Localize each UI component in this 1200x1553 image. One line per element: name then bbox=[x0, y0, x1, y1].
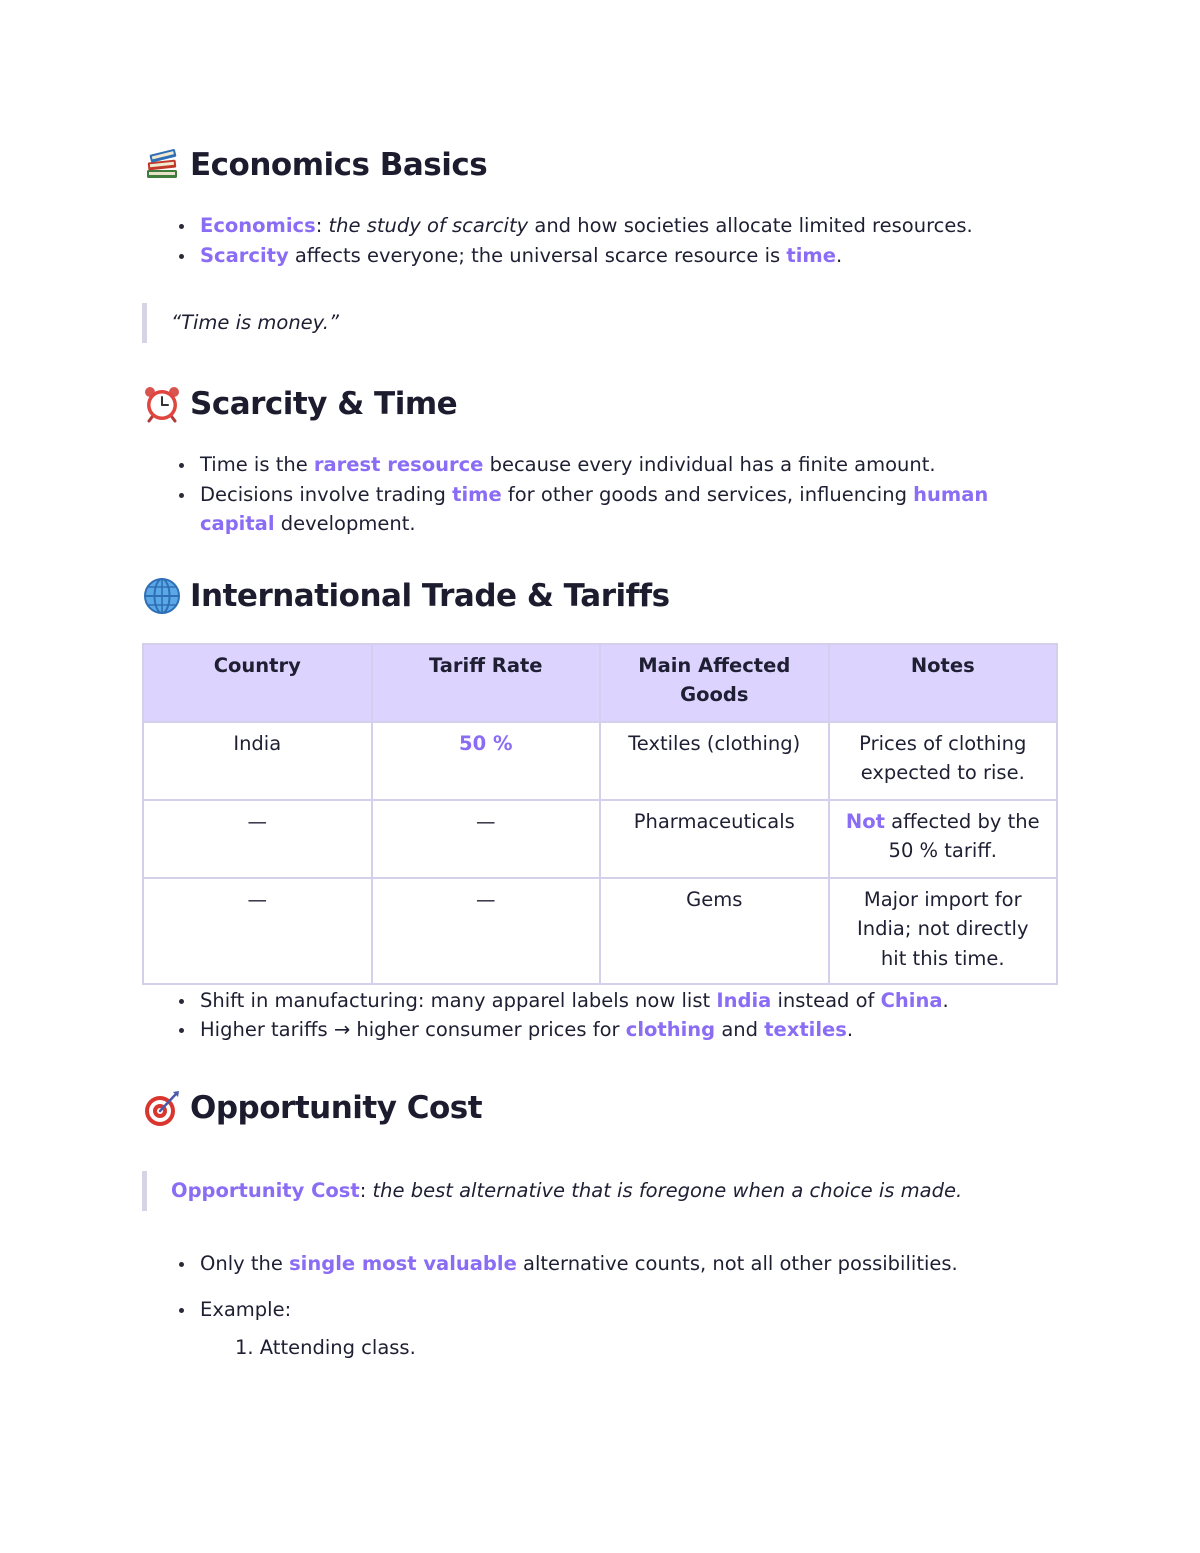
text: : bbox=[315, 214, 329, 237]
cell-rate bbox=[372, 722, 601, 800]
text: . bbox=[942, 988, 949, 1012]
text: affects everyone; the universal scarce resource is bbox=[288, 243, 787, 267]
text: Shift in manufacturing: many apparel labels now list bbox=[200, 988, 717, 1012]
term-not: Not bbox=[845, 809, 885, 833]
heading-text: International Trade & Tariffs bbox=[190, 577, 670, 614]
term-scarcity[interactable]: Scarcity bbox=[200, 243, 289, 267]
cell-notes bbox=[829, 800, 1058, 878]
cell-notes: Prices of clothing expected to rise. bbox=[829, 722, 1058, 800]
cell-rate: — bbox=[372, 800, 601, 878]
list-item bbox=[142, 211, 1058, 241]
definition: the study of scarcity bbox=[328, 214, 529, 237]
cell-rate: — bbox=[372, 878, 601, 984]
term-clothing[interactable]: clothing bbox=[625, 1018, 716, 1041]
term-time[interactable]: time bbox=[452, 482, 502, 506]
document-body bbox=[142, 140, 1058, 1362]
definition-opportunity-cost bbox=[142, 1171, 1058, 1211]
table-row bbox=[143, 800, 1057, 878]
text: . bbox=[835, 243, 843, 267]
list-item bbox=[142, 480, 1058, 539]
opportunity-list bbox=[142, 1249, 1058, 1325]
cell-country: India bbox=[143, 722, 372, 800]
table-row bbox=[143, 878, 1057, 984]
heading-scarcity-time bbox=[142, 379, 1058, 429]
term-economics[interactable]: Economics bbox=[200, 214, 316, 237]
text: development. bbox=[274, 512, 416, 535]
list-item bbox=[142, 1295, 1058, 1325]
globe-icon bbox=[142, 576, 182, 616]
column-header-country: Country bbox=[143, 644, 372, 722]
text: because every individual has a finite amount. bbox=[483, 453, 936, 476]
text: for other goods and services, influencing bbox=[501, 482, 914, 506]
scarcity-list bbox=[142, 450, 1058, 539]
trade-list bbox=[142, 986, 1058, 1045]
text: affected by the 50 % tariff. bbox=[884, 809, 1040, 862]
cell-goods: Gems bbox=[600, 878, 829, 984]
rate-value: 50 % bbox=[459, 731, 513, 755]
heading-text: Opportunity Cost bbox=[190, 1089, 483, 1126]
term-human-capital[interactable]: human capital bbox=[200, 482, 989, 535]
list-item bbox=[142, 1249, 1058, 1279]
heading-text: Scarcity & Time bbox=[190, 386, 458, 422]
term-china[interactable]: China bbox=[880, 988, 943, 1012]
text: Time is the bbox=[200, 453, 314, 476]
list-item bbox=[142, 450, 1058, 480]
definition: the best alternative that is foregone when a choice is made. bbox=[372, 1178, 963, 1202]
text: Higher tariffs → higher consumer prices for bbox=[200, 1018, 626, 1041]
list-item bbox=[142, 241, 1058, 271]
alarm-clock-icon bbox=[142, 384, 182, 424]
list-item bbox=[142, 986, 1058, 1016]
term-time[interactable]: time bbox=[786, 243, 836, 267]
column-header-goods: Main Affected Goods bbox=[600, 644, 829, 722]
term-opportunity-cost[interactable]: Opportunity Cost bbox=[171, 1178, 360, 1202]
term-single-most-valuable[interactable]: single most valuable bbox=[289, 1251, 517, 1275]
quote-text: “Time is money.” bbox=[171, 311, 340, 334]
tariff-table bbox=[142, 643, 1058, 985]
text: alternative counts, not all other possibilities. bbox=[516, 1251, 958, 1275]
heading-economics-basics bbox=[142, 140, 1058, 190]
column-header-tariff-rate: Tariff Rate bbox=[372, 644, 601, 722]
table-row bbox=[143, 722, 1057, 800]
cell-country: — bbox=[143, 800, 372, 878]
cell-country: — bbox=[143, 878, 372, 984]
text: : bbox=[359, 1178, 373, 1202]
basics-list bbox=[142, 211, 1058, 270]
column-header-notes: Notes bbox=[829, 644, 1058, 722]
term-india[interactable]: India bbox=[716, 988, 772, 1012]
text: . bbox=[846, 1018, 854, 1041]
step-item: 1. Attending class. bbox=[235, 1335, 416, 1359]
books-icon bbox=[142, 145, 182, 185]
heading-international-trade bbox=[142, 571, 1058, 621]
text: instead of bbox=[771, 988, 881, 1012]
term-rarest-resource[interactable]: rarest resource bbox=[313, 453, 484, 476]
text: and bbox=[715, 1018, 765, 1041]
text: Example: bbox=[200, 1298, 292, 1321]
heading-opportunity-cost bbox=[142, 1083, 1058, 1133]
text: Decisions involve trading bbox=[200, 482, 453, 506]
list-item bbox=[142, 1015, 1058, 1045]
cell-goods: Textiles (clothing) bbox=[600, 722, 829, 800]
quote-time-is-money bbox=[142, 303, 1058, 343]
text: and how societies allocate limited resources. bbox=[528, 214, 973, 237]
heading-text: Economics Basics bbox=[190, 147, 488, 183]
text: Only the bbox=[200, 1251, 290, 1275]
target-icon bbox=[142, 1088, 182, 1128]
table-header-row bbox=[143, 644, 1057, 722]
term-textiles[interactable]: textiles bbox=[764, 1018, 847, 1041]
cell-notes: Major import for India; not directly hit this time. bbox=[829, 878, 1058, 984]
cell-goods: Pharmaceuticals bbox=[600, 800, 829, 878]
example-steps bbox=[142, 1333, 1058, 1362]
